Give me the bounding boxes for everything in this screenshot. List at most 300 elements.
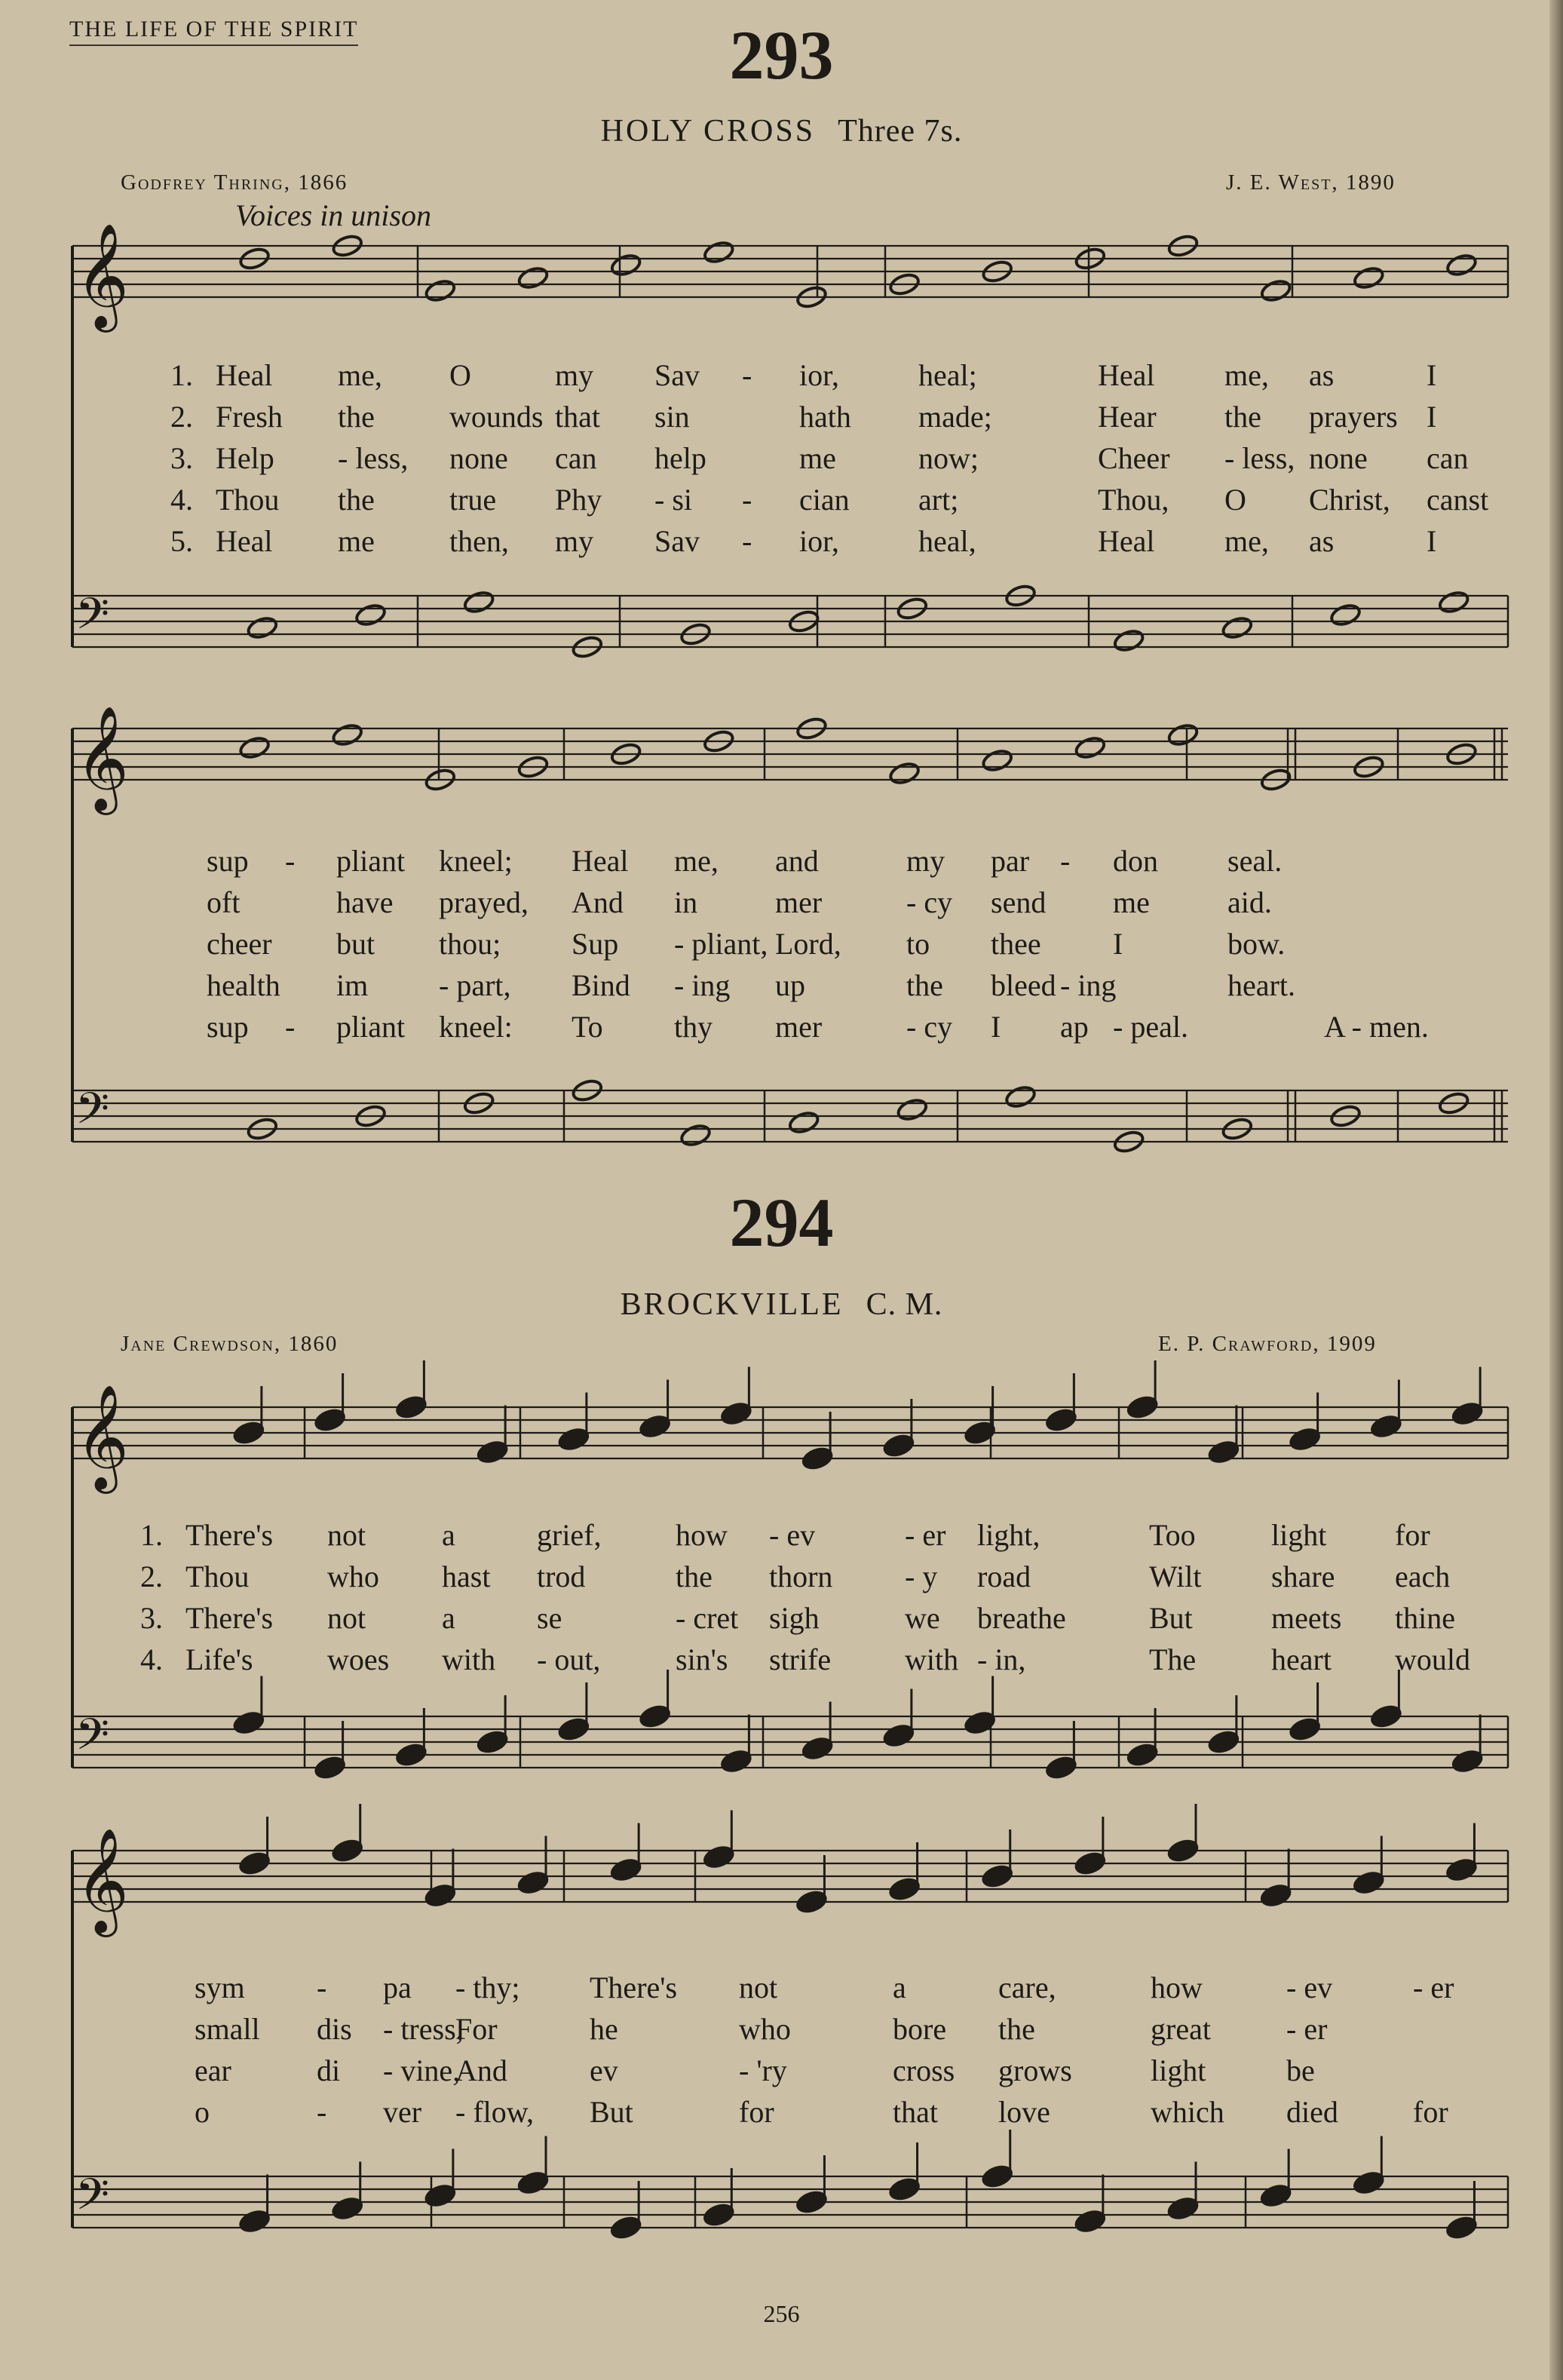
hymn-293-sys1-lyric: I bbox=[1427, 400, 1437, 434]
hymn-294-sys1-treble-note bbox=[639, 1414, 671, 1440]
hymn-294-sys1-lyric: 3. bbox=[140, 1601, 163, 1635]
hymn-293-sys2-lyric: oft bbox=[207, 885, 241, 919]
hymn-293-sys2-lyric: aid. bbox=[1227, 885, 1272, 919]
hymn-293-sys1-lyric: none bbox=[449, 441, 508, 475]
hymn-294-sys2-lyric: that bbox=[893, 2095, 938, 2129]
hymn-294-sys2-treble-note bbox=[331, 1838, 363, 1863]
hymn-294-sys2-lyric: small bbox=[195, 2012, 260, 2046]
hymn-294-sys2-treble-note bbox=[981, 1863, 1013, 1889]
hymn-294-author: Jane Crewdson, 1860 bbox=[121, 1332, 339, 1356]
hymn-293-sys1-lyric: me, bbox=[338, 358, 382, 392]
hymn-293-sys1-lyric: I bbox=[1427, 358, 1437, 392]
hymn-294-sys1-lyric: we bbox=[905, 1601, 940, 1635]
hymn-294-sys1-treble-note bbox=[882, 1433, 915, 1458]
hymn-294-sys1-lyric: who bbox=[327, 1560, 379, 1593]
hymn-293-sys1-lyric: - si bbox=[654, 483, 692, 517]
hymn-293-sys1-lyric: Heal bbox=[1098, 524, 1155, 558]
hymn-293-sys2-lyric: health bbox=[207, 968, 280, 1002]
hymn-294-sys1-lyric: each bbox=[1395, 1560, 1451, 1593]
hymn-294-sys2-treble-note bbox=[424, 1883, 456, 1909]
hymn-293-sys1-bass-note bbox=[1329, 603, 1362, 628]
hymn-293-sys2-bass-note bbox=[1004, 1084, 1037, 1110]
hymn-293-sys1-treble-note bbox=[1260, 278, 1292, 304]
hymn-294-meter: C. M. bbox=[866, 1287, 943, 1322]
hymn-294-sys2-lyric: the bbox=[998, 2012, 1035, 2046]
hymn-293-sys2-lyric: im bbox=[336, 968, 369, 1002]
hymn-293-sys1-lyric: - bbox=[742, 524, 752, 558]
hymn-294-sys2-lyric: - er bbox=[1413, 1971, 1454, 2004]
hymn-294-sys1-bass-note bbox=[477, 1729, 509, 1755]
hymn-293-sys2-lyric: - ing bbox=[674, 968, 731, 1002]
hymn-294-sys1-lyric: woes bbox=[327, 1642, 390, 1676]
hymn-294-sys1-bass-note bbox=[801, 1736, 834, 1762]
hymn-294-sys2-treble-note bbox=[1166, 1838, 1199, 1863]
hymn-293-sys2-lyric: don bbox=[1113, 844, 1158, 878]
hymn-293-sys1-lyric: - less, bbox=[1224, 441, 1295, 475]
hymn-293-sys2-lyric: but bbox=[336, 927, 375, 961]
hymn-293-sys2-bass-note bbox=[679, 1123, 712, 1149]
hymn-293-sys2-lyric: thou; bbox=[439, 927, 501, 961]
hymn-294-sys2-lyric: not bbox=[739, 1971, 778, 2004]
hymn-293-sys1-treble-note bbox=[424, 278, 456, 304]
hymn-294-sys1-lyric: - out, bbox=[537, 1642, 601, 1676]
hymn-294-sys1-treble-note bbox=[720, 1401, 752, 1427]
hymn-294-sys2-treble-note bbox=[610, 1857, 642, 1883]
hymn-294-sys1-lyric: not bbox=[327, 1518, 366, 1552]
hymn-294-sys1-bass-note bbox=[720, 1749, 752, 1774]
hymn-293-sys1-lyric: Sav bbox=[654, 524, 700, 558]
hymn-293-sys2-lyric: and bbox=[775, 844, 819, 878]
hymn-294-sys2-bass-note bbox=[1166, 2196, 1199, 2222]
hymn-293-sys1-lyric: 1. bbox=[170, 358, 193, 392]
hymn-294-sys2-lyric: he bbox=[590, 2012, 618, 2046]
hymn-294-sys2-bass-note bbox=[610, 2215, 642, 2240]
hymn-293-sys2-lyric: heart. bbox=[1227, 968, 1295, 1002]
hymn-293-sys2-lyric: - peal. bbox=[1113, 1010, 1188, 1044]
hymn-293-sys1-lyric: heal, bbox=[918, 524, 976, 558]
treble-clef-icon: 𝄞 bbox=[75, 223, 129, 328]
hymn-293-sys2-lyric: Sup bbox=[572, 927, 619, 961]
hymn-294-sys1-lyric: Too bbox=[1149, 1518, 1196, 1552]
hymn-293-sys1-treble-note bbox=[1353, 265, 1385, 291]
hymn-294-sys1-lyric: But bbox=[1149, 1601, 1193, 1635]
hymn-293-sys1-lyric: art; bbox=[918, 483, 959, 517]
hymn-294-number: 294 bbox=[729, 1184, 834, 1261]
hymn-293-sys2-lyric: bleed bbox=[991, 968, 1056, 1002]
hymn-294-sys1-lyric: Wilt bbox=[1149, 1560, 1202, 1593]
hymn-294-sys2-lyric: And bbox=[455, 2053, 507, 2087]
hymn-293-sys2-lyric: - pliant, bbox=[674, 927, 768, 961]
hymn-293-sys2-lyric: And bbox=[572, 885, 624, 919]
hymn-294-sys1-treble-note bbox=[557, 1427, 590, 1452]
hymn-294-sys1-lyric: light, bbox=[977, 1518, 1040, 1552]
hymn-293-sys2-lyric: send bbox=[991, 885, 1047, 919]
hymn-294-sys2-lyric: a bbox=[893, 1971, 906, 2004]
hymn-294-sys1-lyric: sigh bbox=[769, 1601, 820, 1635]
hymn-294-sys2-lyric: For bbox=[455, 2012, 498, 2046]
hymn-293-sys1-lyric: I bbox=[1427, 524, 1437, 558]
hymn-294-sys1-bass-note bbox=[882, 1723, 915, 1749]
hymn-293-sys2-lyric: cheer bbox=[207, 927, 272, 961]
hymn-293-sys1-bass-note bbox=[1113, 628, 1145, 654]
hymn-294-sys2-lyric: - tress, bbox=[383, 2012, 464, 2046]
hymn-293-sys2-treble-note bbox=[238, 735, 271, 761]
hymn-293-sys2-lyric: my bbox=[906, 844, 945, 878]
hymn-293-sys2-lyric: mer bbox=[775, 885, 823, 919]
hymn-294-sys2-bass-note bbox=[981, 2164, 1013, 2189]
hymn-293-sys1-lyric: the bbox=[338, 400, 375, 434]
hymn-294-sys1-lyric: a bbox=[442, 1601, 455, 1635]
hymn-294-sys2-lyric: who bbox=[739, 2012, 791, 2046]
hymn-293-sys2-treble-note bbox=[981, 748, 1013, 774]
hymn-294-sys1-bass-note bbox=[1289, 1716, 1321, 1742]
hymn-293-sys2-lyric: sup bbox=[207, 844, 249, 878]
hymn-294-sys2-lyric: light bbox=[1151, 2053, 1206, 2087]
hymn-294-sys2-lyric: - thy; bbox=[455, 1971, 520, 2004]
treble-clef-icon: 𝄞 bbox=[75, 1385, 129, 1489]
hymn-293-sys2-lyric: par bbox=[991, 844, 1030, 878]
hymn-294-sys2-lyric: There's bbox=[590, 1971, 678, 2004]
hymn-294-sys1-bass-note bbox=[1370, 1704, 1402, 1729]
hymn-293-composer: J. E. West, 1890 bbox=[1226, 170, 1396, 195]
hymn-294-sys1-lyric: grief, bbox=[537, 1518, 602, 1552]
hymn-294-sys1-lyric: Life's bbox=[185, 1642, 253, 1676]
hymn-294-sys2-treble-note bbox=[795, 1889, 828, 1915]
hymn-294-sys1-lyric: - ev bbox=[769, 1518, 816, 1552]
hymn-294-sys2-lyric: love bbox=[998, 2095, 1050, 2129]
hymn-293-sys1-lyric: Help bbox=[216, 441, 274, 475]
hymn-293-sys1-treble-note bbox=[1445, 253, 1478, 278]
hymn-293-sys2-lyric: Heal bbox=[572, 844, 629, 878]
hymn-293-sys1-lyric: Thou, bbox=[1098, 483, 1169, 517]
hymn-294-sys2-lyric: o bbox=[195, 2095, 210, 2129]
hymn-293-sys1-lyric: ior, bbox=[799, 358, 839, 392]
hymn-294-sys1-lyric: thine bbox=[1395, 1601, 1455, 1635]
hymn-293-sys1-lyric: heal; bbox=[918, 358, 977, 392]
hymn-294-sys1-lyric: trod bbox=[537, 1560, 586, 1593]
hymn-294-sys2-lyric: which bbox=[1151, 2095, 1224, 2129]
hymn-293-sys2-lyric: seal. bbox=[1227, 844, 1283, 878]
hymn-293-sys1-lyric: hath bbox=[799, 400, 851, 434]
hymn-294-sys1-lyric: a bbox=[442, 1518, 455, 1552]
hymn-294-sys1-bass-note bbox=[1451, 1749, 1484, 1774]
hymn-294-sys2-bass-note bbox=[516, 2170, 549, 2196]
hymn-294-sys2-bass-note bbox=[703, 2202, 735, 2228]
hymn-294-sys1-lyric: The bbox=[1149, 1642, 1197, 1676]
hymn-293-sys2-lyric: the bbox=[906, 968, 943, 1002]
hymn-293-sys1-lyric: Christ, bbox=[1309, 483, 1390, 517]
bass-clef-icon: 𝄢 bbox=[75, 1083, 110, 1145]
hymn-294-sys2-treble-note bbox=[516, 1870, 549, 1896]
hymn-294-sys1-treble-note bbox=[1207, 1440, 1240, 1465]
hymn-293-sys1-lyric: that bbox=[555, 400, 600, 434]
hymn-293-sys1-lyric: ior, bbox=[799, 524, 839, 558]
hymn-294-sys1-lyric: - y bbox=[905, 1560, 938, 1593]
hymn-293-sys1-lyric: Heal bbox=[1098, 358, 1155, 392]
hymn-294-sys1-lyric: - er bbox=[905, 1518, 946, 1552]
treble-clef-icon: 𝄞 bbox=[75, 1828, 129, 1933]
hymn-293-sys2-lyric: - ing bbox=[1060, 968, 1117, 1002]
hymn-293-sys1-lyric: cian bbox=[799, 483, 850, 517]
hymn-294-sys1-lyric: strife bbox=[769, 1642, 832, 1676]
page-number: 256 bbox=[763, 2300, 800, 2327]
hymn-294-sys1-treble-note bbox=[477, 1440, 509, 1465]
hymn-293-sys1-lyric: prayers bbox=[1309, 400, 1398, 434]
hymn-293-sys1-lyric: Fresh bbox=[216, 400, 283, 434]
hymn-293-sys2-lyric: in bbox=[674, 885, 698, 919]
hymn-293-sys2-lyric: Lord, bbox=[775, 927, 841, 961]
hymn-293-tune-name: HOLY CROSS bbox=[600, 114, 816, 149]
hymn-294-sys2-treble-note bbox=[1353, 1870, 1385, 1896]
hymn-293-sys1-lyric: none bbox=[1309, 441, 1368, 475]
hymn-294-sys2-lyric: - vine, bbox=[383, 2053, 461, 2087]
bass-clef-icon: 𝄢 bbox=[75, 2169, 110, 2231]
hymn-293-sys1-lyric: help bbox=[654, 441, 706, 475]
hymn-293-sys1-lyric: Sav bbox=[654, 358, 700, 392]
hymn-294-sys2-lyric: - bbox=[317, 1971, 327, 2004]
hymn-294-sys1-lyric: 1. bbox=[140, 1518, 163, 1552]
hymn-293-sys2-lyric: sup bbox=[207, 1010, 249, 1044]
bass-clef-icon: 𝄢 bbox=[75, 1709, 110, 1771]
hymn-293-sys2-lyric: bow. bbox=[1227, 927, 1286, 961]
hymn-294-sys2-bass-note bbox=[1353, 2170, 1385, 2196]
hymn-293-sys1-lyric: the bbox=[1224, 400, 1261, 434]
hymn-294-composer: E. P. Crawford, 1909 bbox=[1158, 1332, 1377, 1356]
hymn-294-sys1-bass-note bbox=[1126, 1742, 1159, 1768]
hymn-294-sys2-treble-note bbox=[1445, 1857, 1478, 1883]
hymn-293-sys1-bass-note bbox=[1221, 615, 1253, 641]
hymn-294-sys2-lyric: - bbox=[317, 2095, 327, 2129]
hymn-293-sys2-treble-note bbox=[888, 761, 921, 787]
hymn-293-sys2-lyric: A - men. bbox=[1324, 1010, 1429, 1044]
hymn-293-sys1-treble-note bbox=[610, 253, 642, 278]
hymn-294-sys2-lyric: di bbox=[317, 2053, 341, 2087]
hymn-293-sys1-lyric: - bbox=[742, 483, 752, 517]
hymn-294-sys1-lyric: Thou bbox=[185, 1560, 250, 1593]
hymn-293-sys1-lyric: sin bbox=[654, 400, 690, 434]
hymn-294-sys2-lyric: - flow, bbox=[455, 2095, 535, 2129]
hymn-294-sys1-bass-note bbox=[639, 1704, 671, 1729]
hymn-294-sys1-lyric: - cret bbox=[676, 1601, 739, 1635]
hymn-294-tune-name: BROCKVILLE bbox=[620, 1287, 844, 1322]
hymn-294-sys2-bass-note bbox=[331, 2196, 363, 2222]
hymn-294-sys1-bass-note bbox=[395, 1742, 428, 1768]
hymn-293-sys2-lyric: up bbox=[775, 968, 805, 1002]
hymn-293-sys2-lyric: me, bbox=[674, 844, 719, 878]
hymn-293-sys2-treble-note bbox=[331, 722, 363, 748]
hymn-293-sys1-lyric: as bbox=[1309, 358, 1335, 392]
hymn-293-meter: Three 7s. bbox=[838, 114, 963, 149]
hymn-294-sys2-lyric: grows bbox=[998, 2053, 1072, 2087]
hymn-294-sys1-lyric: sin's bbox=[676, 1642, 728, 1676]
hymn-294-sys2-bass-note bbox=[1445, 2215, 1478, 2240]
hymn-293-sys1-lyric: can bbox=[555, 441, 597, 475]
hymn-294-sys1-treble-note bbox=[1126, 1394, 1159, 1420]
hymn-293-sys1-lyric: me, bbox=[1224, 358, 1269, 392]
hymn-293-sys2-lyric: Bind bbox=[572, 968, 630, 1002]
hymn-294-sys1-lyric: with bbox=[905, 1642, 959, 1676]
hymn-293-sys1-treble-note bbox=[516, 265, 549, 291]
hymn-294-sys1-lyric: 4. bbox=[140, 1642, 163, 1676]
hymn-293-sys2-lyric: - bbox=[285, 844, 296, 878]
hymn-294-sys2-treble-note bbox=[703, 1845, 735, 1870]
hymn-293-sys1-lyric: as bbox=[1309, 524, 1335, 558]
hymn-294-sys2-lyric: - ev bbox=[1286, 1971, 1333, 2004]
hymn-294-sys1-lyric: road bbox=[977, 1560, 1031, 1593]
hymn-294-sys2-bass-note bbox=[1074, 2209, 1106, 2234]
hymn-294-sys1-lyric: with bbox=[442, 1642, 496, 1676]
hymn-293-sys2-lyric: pliant bbox=[336, 844, 406, 878]
hymn-294-sys2-treble-note bbox=[888, 1876, 921, 1902]
hymn-293-sys1-lyric: Heal bbox=[216, 358, 273, 392]
hymn-293-sys1-lyric: made; bbox=[918, 400, 992, 434]
hymn-294-sys2-lyric: be bbox=[1286, 2053, 1315, 2087]
hymn-294-sys1-treble-note bbox=[1289, 1427, 1321, 1452]
hymn-294-sys1-lyric: hast bbox=[442, 1560, 491, 1593]
hymn-293-sys1-lyric: 5. bbox=[170, 524, 193, 558]
hymn-294-sys1-lyric: - in, bbox=[977, 1642, 1026, 1676]
hymn-294-sys2-lyric: ev bbox=[590, 2053, 618, 2087]
hymn-293-sys1-lyric: O bbox=[1224, 483, 1246, 517]
hymn-293-sys2-lyric: To bbox=[572, 1010, 603, 1044]
hymn-294-sys2-lyric: - 'ry bbox=[739, 2053, 787, 2087]
hymn-293-sys2-lyric: - part, bbox=[439, 968, 511, 1002]
hymn-293-sys1-lyric: Heal bbox=[216, 524, 273, 558]
hymn-294-sys2-bass-note bbox=[795, 2189, 828, 2215]
bass-clef-icon: 𝄢 bbox=[75, 588, 110, 650]
hymn-293-sys2-lyric: thy bbox=[674, 1010, 713, 1044]
hymn-293-sys1-bass-note bbox=[354, 603, 387, 628]
hymn-294-sys2-bass-note bbox=[238, 2209, 271, 2234]
hymn-293-sys1-lyric: Phy bbox=[555, 483, 602, 517]
hymn-293-sys1-lyric: 2. bbox=[170, 400, 193, 434]
hymn-294-sys2-lyric: sym bbox=[195, 1971, 245, 2004]
hymn-293-sys2-lyric: prayed, bbox=[439, 885, 529, 919]
hymn-293-sys2-bass-note bbox=[788, 1110, 820, 1136]
hymn-293-sys1-lyric: me bbox=[338, 524, 375, 558]
hymn-294-sys1-treble-note bbox=[395, 1394, 428, 1420]
hymn-293-sys1-bass-note bbox=[463, 590, 495, 615]
hymn-294-sys1-treble-note bbox=[314, 1407, 346, 1433]
treble-clef-icon: 𝄞 bbox=[75, 706, 129, 811]
hymn-293-sys1-treble-note bbox=[703, 240, 735, 265]
hymn-293-sys2-treble-note bbox=[1074, 735, 1106, 761]
hymn-293-sys1-lyric: my bbox=[555, 358, 594, 392]
hymn-294-sys2-lyric: bore bbox=[893, 2012, 947, 2046]
hymn-294-sys2-lyric: for bbox=[739, 2095, 774, 2129]
hymn-294-sys1-lyric: for bbox=[1395, 1518, 1430, 1552]
hymn-294-sys1-treble-note bbox=[232, 1420, 265, 1446]
hymn-294-sys1-lyric: se bbox=[537, 1601, 562, 1635]
hymn-294-sys1-treble-note bbox=[1451, 1401, 1484, 1427]
hymn-293-sys2-lyric: - bbox=[1060, 844, 1071, 878]
hymn-293-sys1-lyric: now; bbox=[918, 441, 979, 475]
hymn-294-sys1-treble-note bbox=[1045, 1407, 1077, 1433]
hymn-293-sys2-treble-note bbox=[1166, 722, 1199, 748]
hymn-293-sys2-lyric: mer bbox=[775, 1010, 823, 1044]
hymn-294-sys2-lyric: died bbox=[1286, 2095, 1338, 2129]
hymn-293-sys2-lyric: I bbox=[1113, 927, 1123, 961]
hymn-294-sys1-lyric: thorn bbox=[769, 1560, 833, 1593]
hymn-293-sys1-lyric: Thou bbox=[216, 483, 280, 517]
running-head: THE LIFE OF THE SPIRIT bbox=[69, 17, 358, 46]
hymn-293-sys2-lyric: thee bbox=[991, 927, 1041, 961]
hymn-294-sys2-lyric: But bbox=[590, 2095, 633, 2129]
hymn-294-sys1-bass-note bbox=[557, 1716, 590, 1742]
hymn-293-sys1-bass-note bbox=[246, 615, 278, 641]
hymn-294-sys1-lyric: There's bbox=[185, 1601, 274, 1635]
hymn-294-sys2-bass-note bbox=[888, 2176, 921, 2202]
hymn-293-sys2-lyric: - bbox=[285, 1010, 296, 1044]
hymn-293-sys2-lyric: pliant bbox=[336, 1010, 406, 1044]
hymn-293-sys1-lyric: can bbox=[1427, 441, 1469, 475]
hymn-293-sys1-lyric: me, bbox=[1224, 524, 1269, 558]
hymn-293-sys1-lyric: me bbox=[799, 441, 836, 475]
hymn-293-author: Godfrey Thring, 1866 bbox=[121, 170, 348, 195]
hymn-294-sys1-lyric: the bbox=[676, 1560, 713, 1593]
hymn-294-sys2-lyric: pa bbox=[383, 1971, 412, 2004]
hymn-293-sys1-lyric: 4. bbox=[170, 483, 193, 517]
hymn-294-sys2-lyric: ear bbox=[195, 2053, 231, 2087]
hymn-294-sys1-lyric: would bbox=[1395, 1642, 1470, 1676]
hymn-293-sys2-lyric: kneel: bbox=[439, 1010, 513, 1044]
hymn-293-sys2-lyric: to bbox=[906, 927, 930, 961]
hymn-294-sys2-lyric: how bbox=[1151, 1971, 1203, 2004]
hymn-294-sys1-lyric: meets bbox=[1271, 1601, 1342, 1635]
hymn-293-sys2-lyric: kneel; bbox=[439, 844, 513, 878]
hymn-293-sys1-lyric: my bbox=[555, 524, 594, 558]
hymn-294-sys2-lyric: for bbox=[1413, 2095, 1448, 2129]
hymn-294-sys1-treble-note bbox=[801, 1446, 834, 1471]
hymn-294-sys2-treble-note bbox=[238, 1851, 271, 1876]
hymn-293-sys1-lyric: Hear bbox=[1098, 400, 1157, 434]
hymn-293-sys2-lyric: - cy bbox=[906, 885, 953, 919]
hymn-293-sys1-lyric: canst bbox=[1427, 483, 1489, 517]
hymn-293-sys2-lyric: ap bbox=[1060, 1010, 1089, 1044]
hymn-294-sys2-bass-note bbox=[424, 2183, 456, 2209]
hymn-293-sys1-lyric: then, bbox=[449, 524, 509, 558]
hymn-294-sys1-lyric: light bbox=[1271, 1518, 1327, 1552]
hymn-293-sys1-bass-note bbox=[1438, 590, 1470, 615]
hymn-293-sys1-lyric: - bbox=[742, 358, 752, 392]
hymn-294-sys2-lyric: ver bbox=[383, 2095, 422, 2129]
hymn-293-sys1-lyric: wounds bbox=[449, 400, 544, 434]
hymn-293-sys1-lyric: 3. bbox=[170, 441, 193, 475]
hymn-293-sys2-bass-note bbox=[896, 1097, 928, 1123]
hymn-294-sys2-lyric: cross bbox=[893, 2053, 955, 2087]
hymn-293-sys2-lyric: - cy bbox=[906, 1010, 953, 1044]
hymn-294-sys2-treble-note bbox=[1074, 1851, 1106, 1876]
hymn-293-sys2-lyric: I bbox=[991, 1010, 1001, 1044]
hymn-294-sys2-bass-note bbox=[1260, 2183, 1292, 2209]
hymn-293-sys1-lyric: - less, bbox=[338, 441, 409, 475]
hymn-294-sys1-lyric: share bbox=[1271, 1560, 1335, 1593]
hymn-294-sys1-treble-note bbox=[1370, 1414, 1402, 1440]
hymn-294-sys2-lyric: care, bbox=[998, 1971, 1056, 2004]
hymn-294-sys1-lyric: not bbox=[327, 1601, 366, 1635]
hymn-294-sys1-lyric: how bbox=[676, 1518, 728, 1552]
hymn-294-sys2-lyric: great bbox=[1151, 2012, 1211, 2046]
hymn-293-sys1-lyric: the bbox=[338, 483, 375, 517]
hymn-294-sys2-treble-note bbox=[1260, 1883, 1292, 1909]
hymn-294-sys1-bass-note bbox=[232, 1710, 265, 1736]
hymn-293-sys1-lyric: O bbox=[449, 358, 471, 392]
hymn-293-direction: Voices in unison bbox=[235, 198, 431, 232]
hymn-293-sys2-lyric: have bbox=[336, 885, 394, 919]
hymn-293-sys1-lyric: true bbox=[449, 483, 497, 517]
hymn-294-sys2-lyric: dis bbox=[317, 2012, 352, 2046]
hymn-293-sys1-lyric: Cheer bbox=[1098, 441, 1170, 475]
